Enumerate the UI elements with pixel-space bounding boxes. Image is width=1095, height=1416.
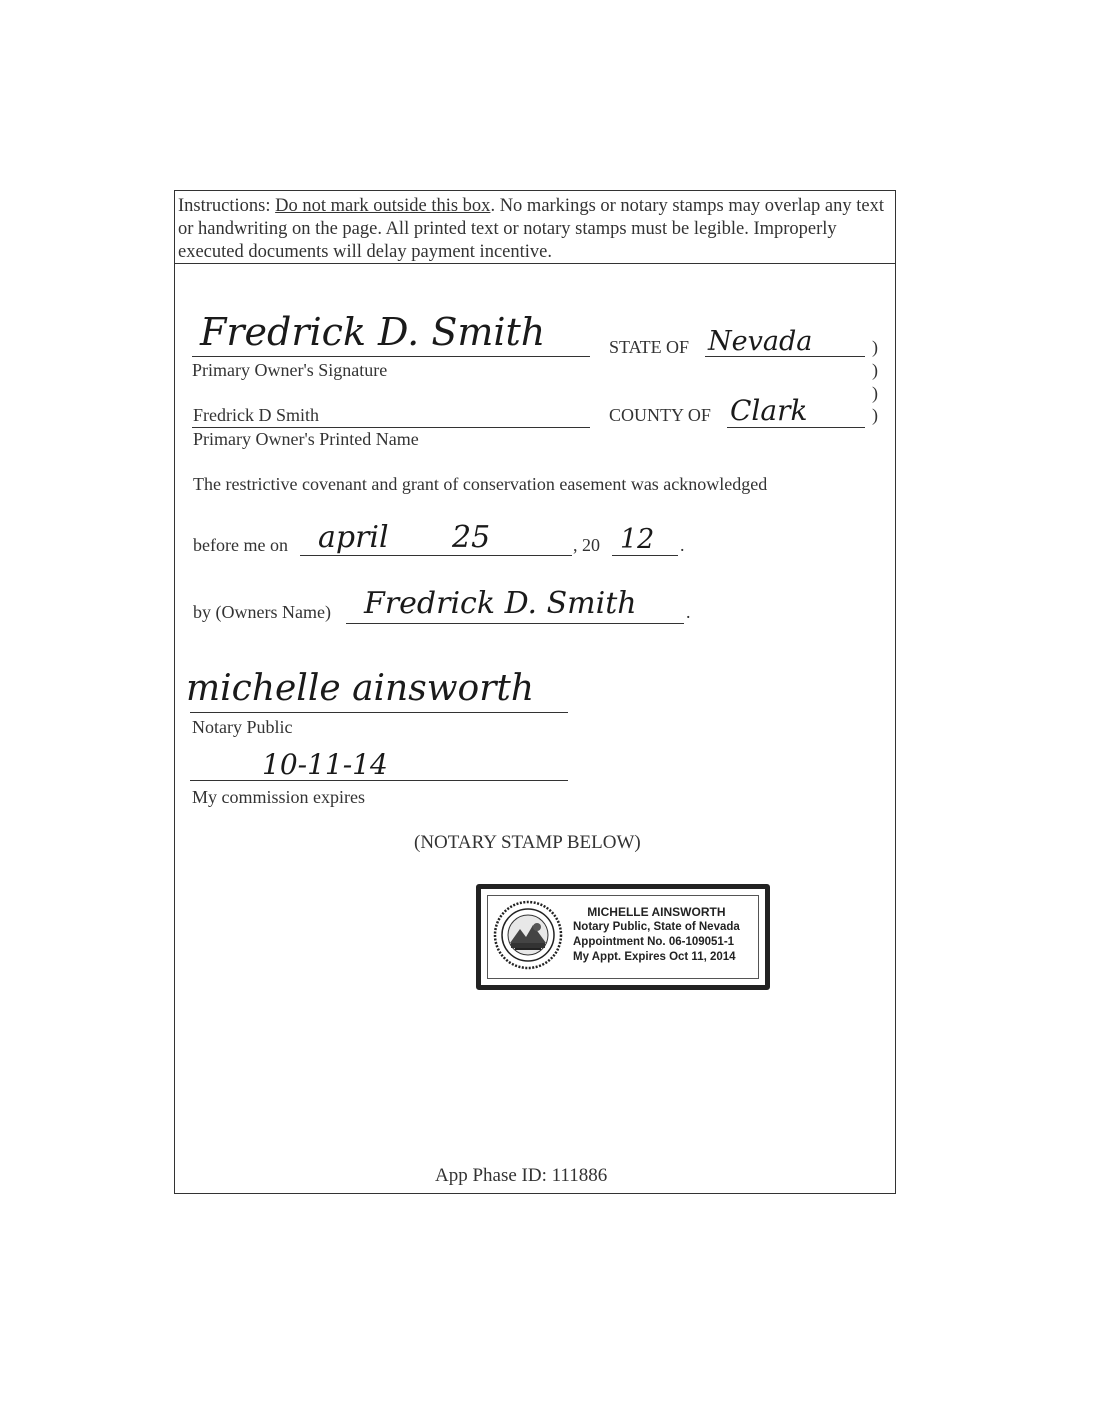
county-line [727, 427, 865, 428]
owner-signature-line [192, 356, 590, 357]
state-seal-icon [493, 899, 563, 971]
owners-name-suffix: . [686, 602, 691, 622]
county-label: COUNTY OF [609, 405, 711, 425]
year-suffix: . [680, 535, 685, 555]
notary-signature-line [190, 712, 568, 713]
commission-label: My commission expires [192, 787, 365, 807]
commission-line [190, 780, 568, 781]
owner-signature: Fredrick D. Smith [200, 310, 546, 354]
county-value: Clark [730, 394, 808, 427]
year-line [612, 555, 678, 556]
year-prefix: , 20 [573, 535, 600, 555]
state-value: Nevada [708, 326, 813, 357]
notary-stamp-heading: (NOTARY STAMP BELOW) [414, 832, 641, 853]
paren-4: ) [872, 405, 878, 425]
notary-stamp [476, 884, 770, 990]
instructions-rest: . No markings or notary stamps may overlap any text or handwriting on the page. All printed text or notary stamps must be legible. Improperly executed documents will delay payment incentive. [178, 196, 884, 262]
instructions-underlined: Do not mark outside this box [275, 196, 491, 216]
owner-printed-name: Fredrick D Smith [193, 405, 319, 425]
printed-name-line [192, 427, 590, 428]
before-me-label: before me on [193, 535, 288, 555]
state-line [705, 356, 865, 357]
stamp-line-1: Notary Public, State of Nevada [573, 921, 740, 933]
acknowledgment-month: april [318, 520, 389, 555]
paren-2: ) [872, 360, 878, 380]
owners-name-line [346, 623, 684, 624]
stamp-line-2: Appointment No. 06-109051-1 [573, 936, 735, 948]
state-label: STATE OF [609, 337, 690, 357]
paren-3: ) [872, 383, 878, 403]
paren-1: ) [872, 337, 878, 357]
instructions-prefix: Instructions: [178, 196, 276, 216]
owners-name-label: by (Owners Name) [193, 602, 331, 622]
commission-expiry-value: 10-11-14 [262, 748, 388, 781]
notary-public-label: Notary Public [192, 717, 293, 737]
printed-name-label: Primary Owner's Printed Name [193, 429, 419, 449]
stamp-notary-name: MICHELLE AINSWORTH [587, 905, 726, 919]
stamp-line-3: My Appt. Expires Oct 11, 2014 [573, 951, 736, 963]
date-line [300, 555, 572, 556]
instructions-text [178, 195, 890, 264]
notary-signature: michelle ainsworth [186, 668, 535, 709]
notary-stamp-text [573, 905, 740, 965]
acknowledgment-day: 25 [452, 520, 491, 555]
owners-name-value: Fredrick D. Smith [364, 586, 637, 621]
acknowledgment-text: The restrictive covenant and grant of conservation easement was acknowledged [193, 474, 768, 494]
instructions-divider [174, 263, 896, 264]
app-phase-id: App Phase ID: 111886 [435, 1165, 608, 1186]
acknowledgment-year: 12 [620, 524, 655, 555]
owner-signature-label: Primary Owner's Signature [192, 360, 388, 380]
